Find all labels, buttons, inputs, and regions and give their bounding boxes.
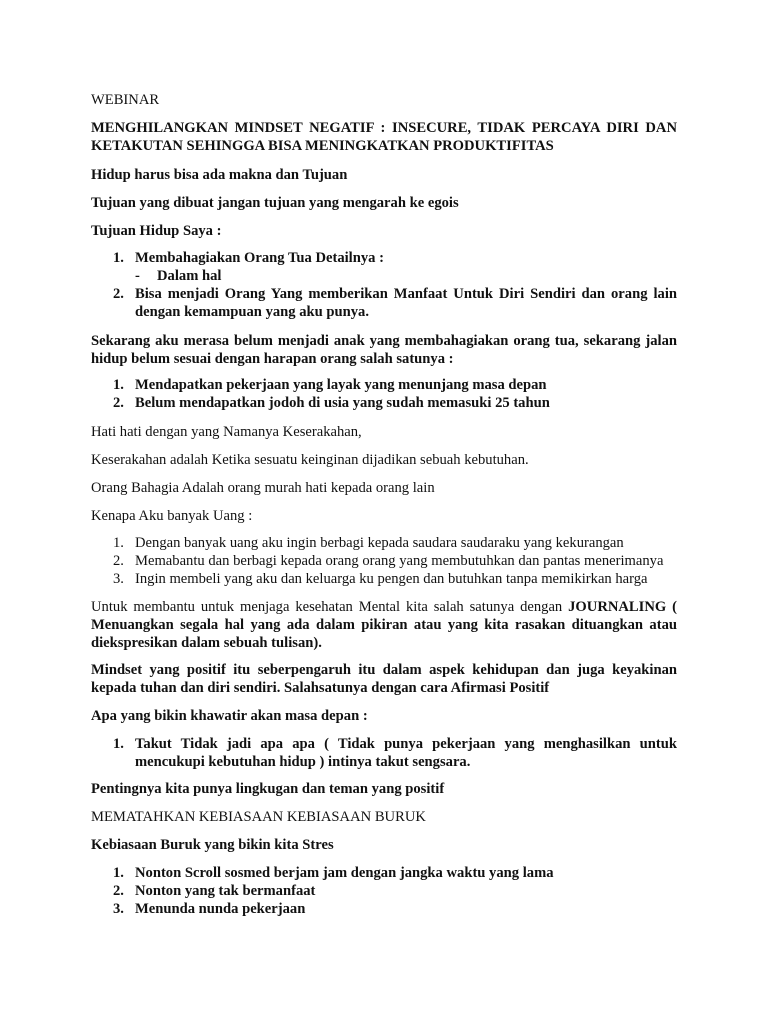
journaling-intro: Untuk membantu untuk menjaga kesehatan Mental kita salah satunya dengan	[91, 599, 569, 615]
journaling-emphasis: JOURNALING ( Menuangkan segala hal yang ada dalam pikiran atau yang kita rasakan dituangkan atau diekspresikan dalam sebuah tulisan).	[91, 599, 677, 651]
paragraph-tujuan: Tujuan yang dibuat jangan tujuan yang mengarah ke egois	[91, 195, 459, 211]
paragraph-mindset-positif: Mindset yang positif itu seberpengaruh itu dalam aspek kehidupan dan juga keyakinan kepada tuhan dan diri sendiri. Salahsatunya dengan cara Afirmasi Positif	[91, 662, 677, 696]
paragraph-lingkungan: Pentingnya kita punya lingkugan dan teman yang positif	[91, 781, 445, 797]
heading-khawatir: Apa yang bikin khawatir akan masa depan :	[91, 708, 368, 724]
paragraph-journaling	[91, 599, 677, 652]
heading-kenapa-uang: Kenapa Aku banyak Uang :	[91, 508, 253, 524]
webinar-label: WEBINAR	[91, 92, 160, 108]
heading-tujuan-hidup: Tujuan Hidup Saya :	[91, 223, 222, 239]
section-heading-kebiasaan: MEMATAHKAN KEBIASAAN KEBIASAAN BURUK	[91, 809, 426, 825]
paragraph-makna: Hidup harus bisa ada makna dan Tujuan	[91, 167, 348, 183]
paragraph-orang-bahagia: Orang Bahagia Adalah orang murah hati kepada orang lain	[91, 480, 435, 496]
document-title: MENGHILANGKAN MINDSET NEGATIF : INSECURE, TIDAK PERCAYA DIRI DAN KETAKUTAN SEHINGGA BISA MENINGKATKAN PRODUKTIFITAS	[91, 120, 677, 154]
paragraph-sekarang: Sekarang aku merasa belum menjadi anak yang membahagiakan orang tua, sekarang jalan hidup belum sesuai dengan harapan orang salah satunya :	[91, 333, 677, 367]
paragraph-keserakahan-warning: Hati hati dengan yang Namanya Keserakahan,	[91, 424, 362, 440]
paragraph-keserakahan-definition: Keserakahan adalah Ketika sesuatu keinginan dijadikan sebuah kebutuhan.	[91, 452, 529, 468]
heading-kebiasaan-buruk: Kebiasaan Buruk yang bikin kita Stres	[91, 837, 334, 853]
